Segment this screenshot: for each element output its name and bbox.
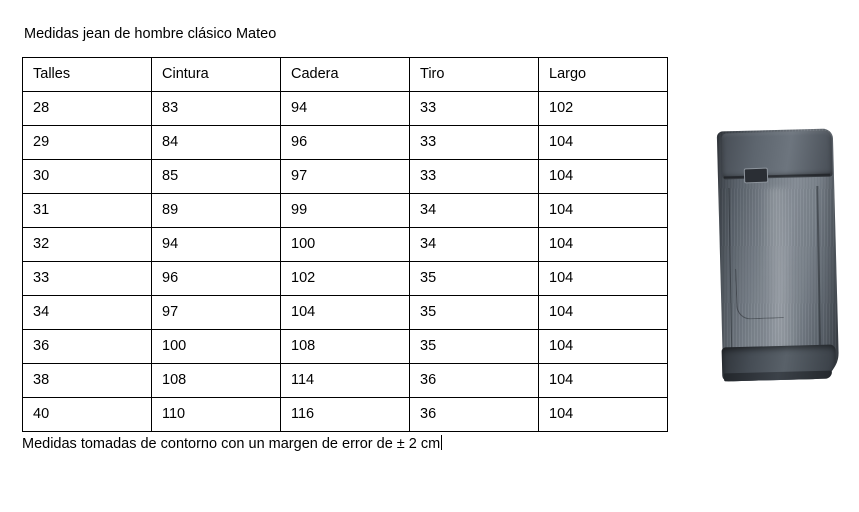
jeans-brand-patch	[744, 168, 769, 184]
cell-largo: 102	[539, 92, 668, 126]
cell-largo: 104	[539, 330, 668, 364]
table-row	[23, 194, 668, 228]
measurements-table	[22, 57, 668, 432]
cell-largo: 104	[539, 160, 668, 194]
cell-cadera: 100	[281, 228, 410, 262]
cell-cadera: 104	[281, 296, 410, 330]
cell-talle: 31	[23, 194, 152, 228]
cell-cintura: 83	[152, 92, 281, 126]
cell-cintura: 100	[152, 330, 281, 364]
table-row	[23, 160, 668, 194]
footnote-text	[22, 435, 442, 453]
cell-largo: 104	[539, 296, 668, 330]
cell-talle: 36	[23, 330, 152, 364]
cell-cadera: 102	[281, 262, 410, 296]
table-row	[23, 364, 668, 398]
cell-largo: 104	[539, 364, 668, 398]
cell-tiro: 33	[410, 126, 539, 160]
cell-tiro: 36	[410, 364, 539, 398]
column-header-cintura: Cintura	[152, 58, 281, 92]
cell-cadera: 97	[281, 160, 410, 194]
cell-largo: 104	[539, 262, 668, 296]
cell-tiro: 36	[410, 398, 539, 432]
cell-cintura: 97	[152, 296, 281, 330]
table-row	[23, 228, 668, 262]
cell-talle: 28	[23, 92, 152, 126]
table-header-row	[23, 58, 668, 92]
cell-cadera: 116	[281, 398, 410, 432]
column-header-cadera: Cadera	[281, 58, 410, 92]
column-header-tiro: Tiro	[410, 58, 539, 92]
jeans-waistband	[721, 131, 832, 180]
column-header-talles: Talles	[23, 58, 152, 92]
cell-tiro: 35	[410, 296, 539, 330]
cell-largo: 104	[539, 398, 668, 432]
table-row	[23, 262, 668, 296]
cell-cadera: 96	[281, 126, 410, 160]
cell-cadera: 99	[281, 194, 410, 228]
table-row	[23, 398, 668, 432]
cell-largo: 104	[539, 126, 668, 160]
cell-talle: 32	[23, 228, 152, 262]
cell-cintura: 89	[152, 194, 281, 228]
cell-largo: 104	[539, 228, 668, 262]
cell-cintura: 94	[152, 228, 281, 262]
cell-cintura: 108	[152, 364, 281, 398]
table-row	[23, 126, 668, 160]
cell-talle: 33	[23, 262, 152, 296]
cell-largo: 104	[539, 194, 668, 228]
folded-denim-jeans-photo	[700, 128, 850, 388]
text-cursor	[441, 435, 442, 450]
footnote-label: Medidas tomadas de contorno con un margen de error de ± 2 cm	[22, 436, 441, 452]
table-row	[23, 296, 668, 330]
jeans-hem	[724, 371, 832, 382]
cell-cintura: 85	[152, 160, 281, 194]
cell-cintura: 110	[152, 398, 281, 432]
table-row	[23, 92, 668, 126]
cell-cintura: 96	[152, 262, 281, 296]
cell-talle: 40	[23, 398, 152, 432]
cell-talle: 34	[23, 296, 152, 330]
cell-cadera: 94	[281, 92, 410, 126]
column-header-largo: Largo	[539, 58, 668, 92]
page-title: Medidas jean de hombre clásico Mateo	[24, 26, 277, 42]
cell-tiro: 33	[410, 92, 539, 126]
table-row	[23, 330, 668, 364]
cell-cadera: 114	[281, 364, 410, 398]
cell-tiro: 35	[410, 262, 539, 296]
cell-tiro: 35	[410, 330, 539, 364]
cell-talle: 38	[23, 364, 152, 398]
jeans-pocket-seam	[735, 267, 784, 320]
cell-cadera: 108	[281, 330, 410, 364]
cell-tiro: 34	[410, 228, 539, 262]
cell-tiro: 33	[410, 160, 539, 194]
cell-tiro: 34	[410, 194, 539, 228]
cell-talle: 30	[23, 160, 152, 194]
cell-talle: 29	[23, 126, 152, 160]
cell-cintura: 84	[152, 126, 281, 160]
